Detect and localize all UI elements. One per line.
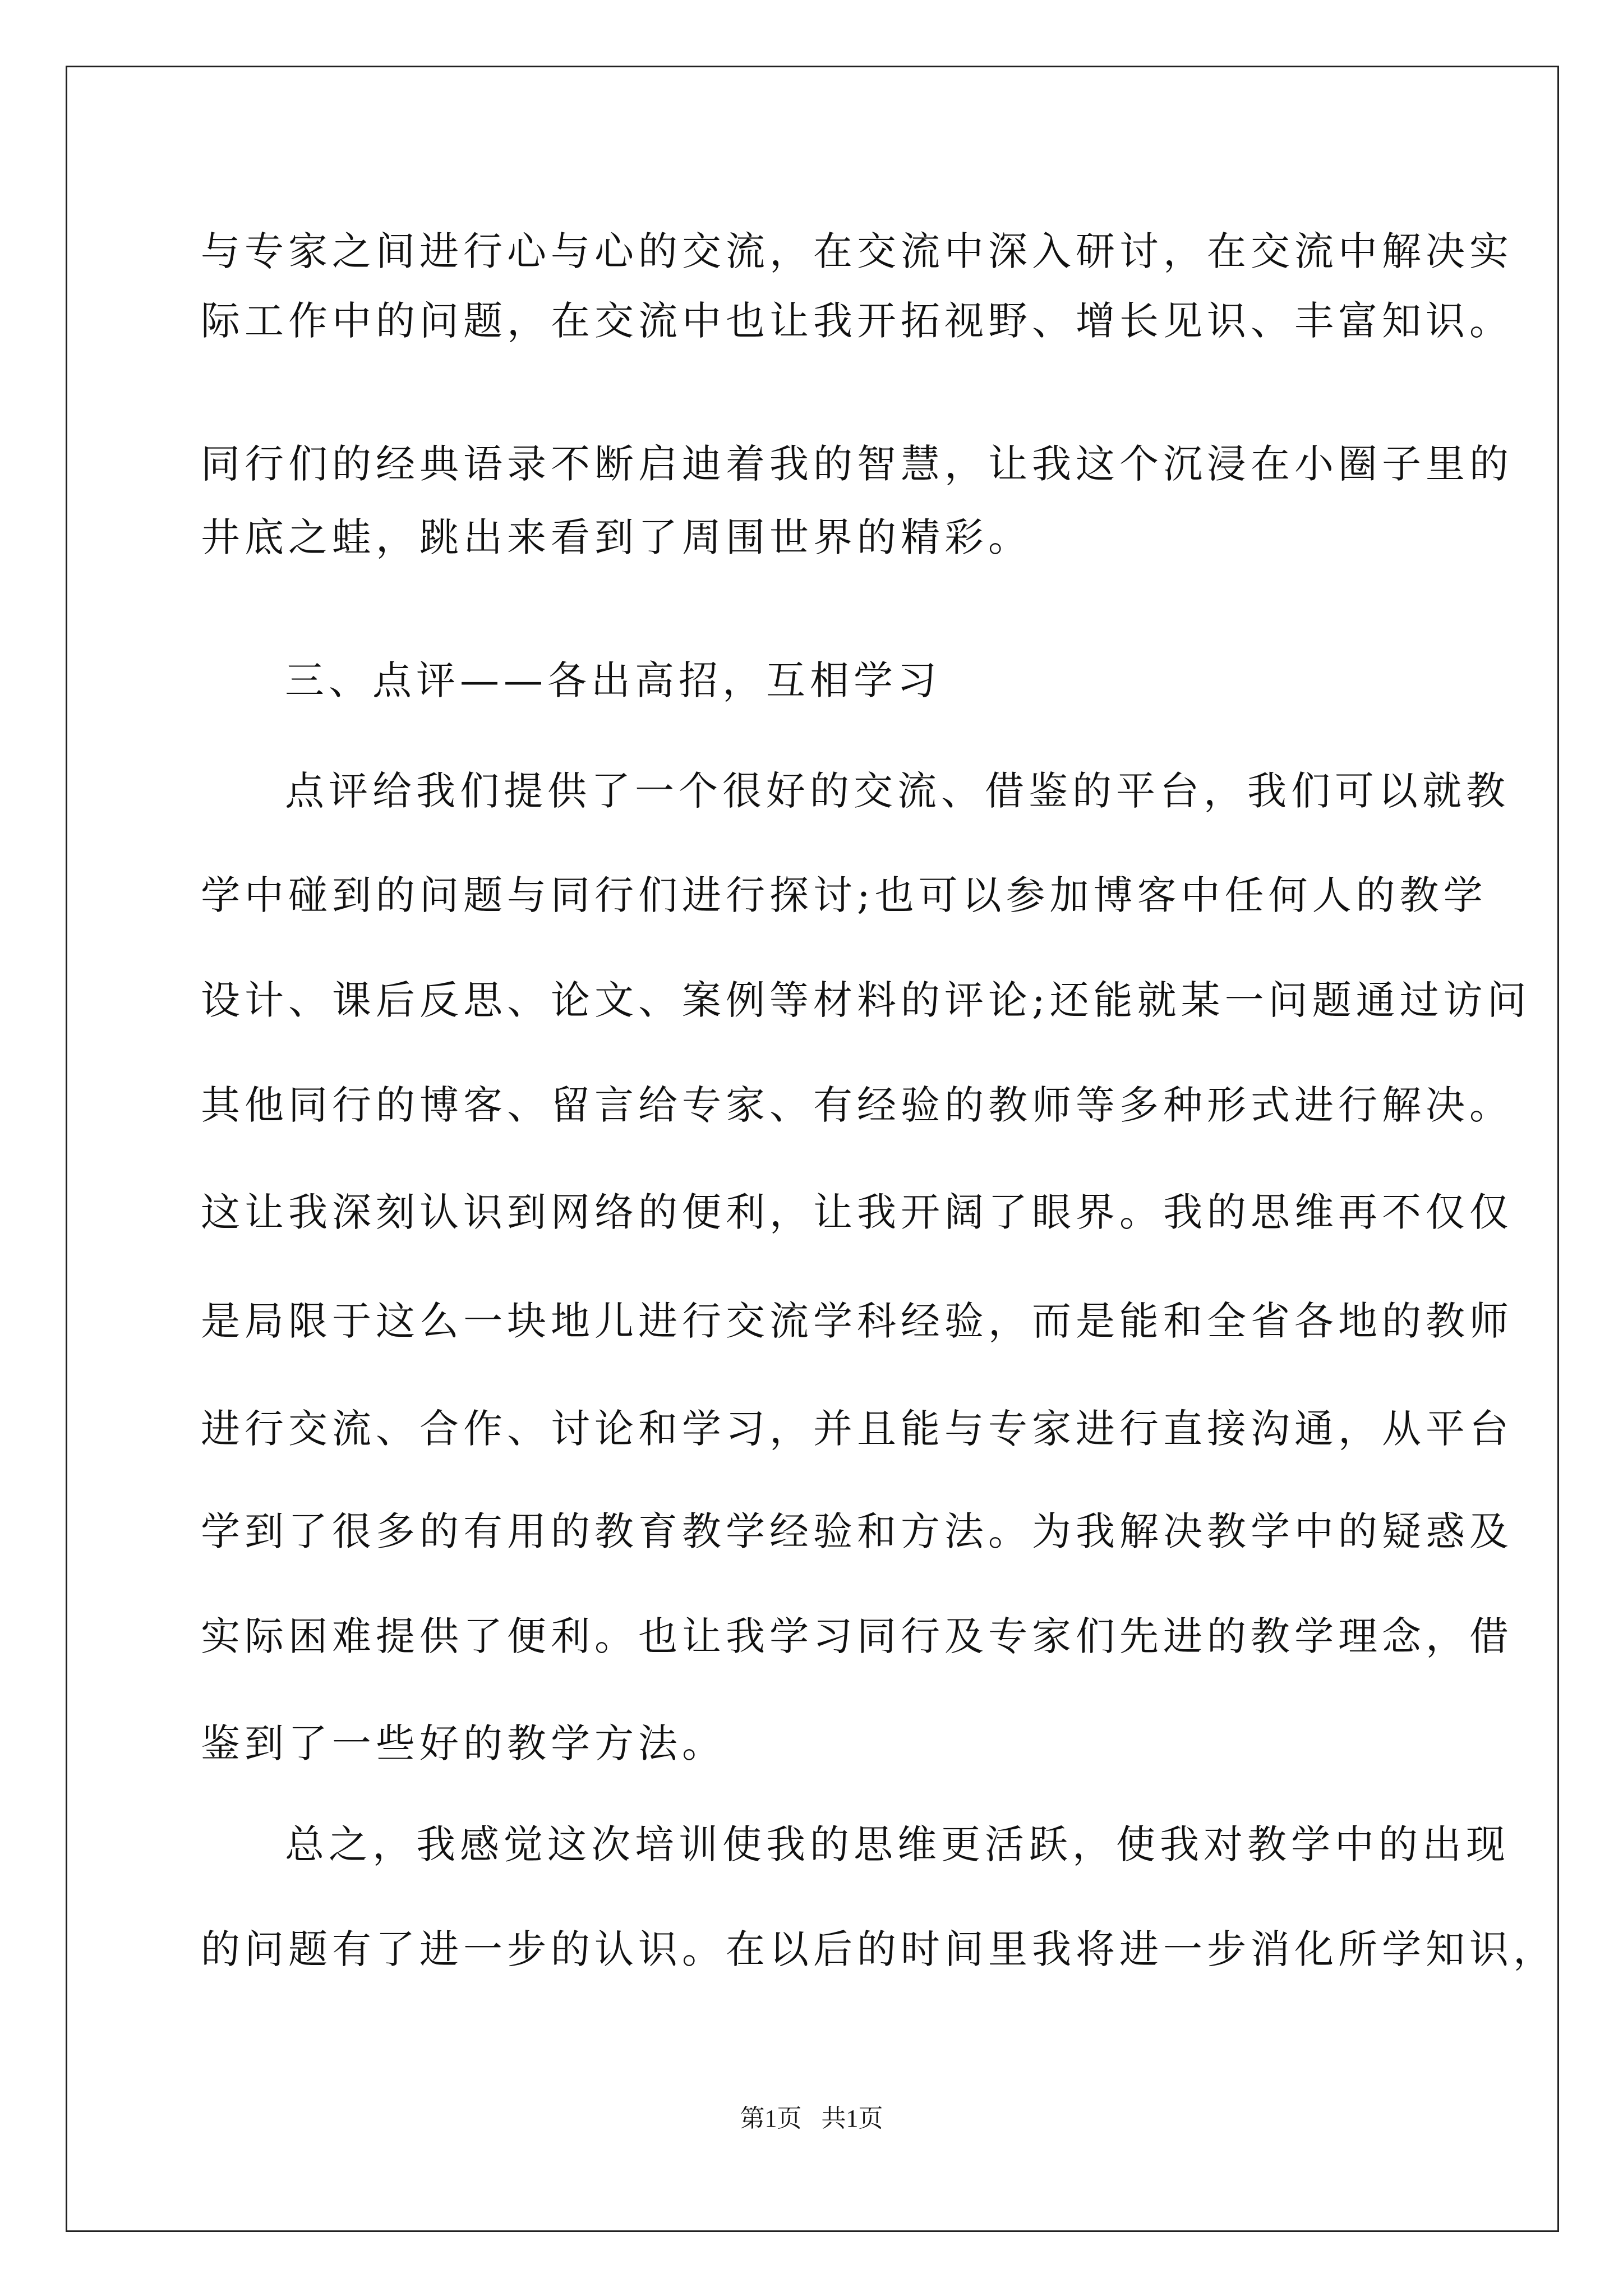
text-line: 总之，我感觉这次培训使我的思维更活跃，使我对教学中的出现: [285, 1821, 1510, 1867]
text-line: 鉴到了一些好的教学方法。: [201, 1720, 726, 1766]
text-line: 井底之蛙，跳出来看到了周围世界的精彩。: [201, 514, 1032, 560]
page-border: [66, 66, 1559, 2232]
text-line: 同行们的经典语录不断启迪着我的智慧，让我这个沉浸在小圈子里的: [201, 441, 1513, 487]
text-line: 点评给我们提供了一个很好的交流、借鉴的平台，我们可以就教: [285, 768, 1510, 814]
text-line: 与专家之间进行心与心的交流，在交流中深入研讨，在交流中解决实: [201, 228, 1513, 274]
text-line: 学到了很多的有用的教育教学经验和方法。为我解决教学中的疑惑及: [201, 1508, 1513, 1554]
text-line: 进行交流、合作、讨论和学习，并且能与专家进行直接沟通，从平台: [201, 1406, 1513, 1452]
text-line: 其他同行的博客、留言给专家、有经验的教师等多种形式进行解决。: [201, 1082, 1513, 1128]
text-line: 设计、课后反思、论文、案例等材料的评论;还能就某一问题通过访问: [201, 977, 1531, 1023]
text-line: 的问题有了进一步的认识。在以后的时间里我将进一步消化所学知识，: [201, 1926, 1557, 1972]
text-line: 这让我深刻认识到网络的便利，让我开阔了眼界。我的思维再不仅仅: [201, 1189, 1513, 1235]
section-heading: 三、点评——各出高招，互相学习: [285, 657, 941, 703]
page-footer: 第1页 共1页: [740, 2105, 883, 2132]
text-line: 际工作中的问题，在交流中也让我开拓视野、增长见识、丰富知识。: [201, 298, 1513, 344]
text-line: 是局限于这么一块地儿进行交流学科经验，而是能和全省各地的教师: [201, 1298, 1513, 1344]
text-line: 学中碰到的问题与同行们进行探讨;也可以参加博客中任何人的教学: [201, 872, 1487, 918]
text-line: 实际困难提供了便利。也让我学习同行及专家们先进的教学理念，借: [201, 1613, 1513, 1659]
